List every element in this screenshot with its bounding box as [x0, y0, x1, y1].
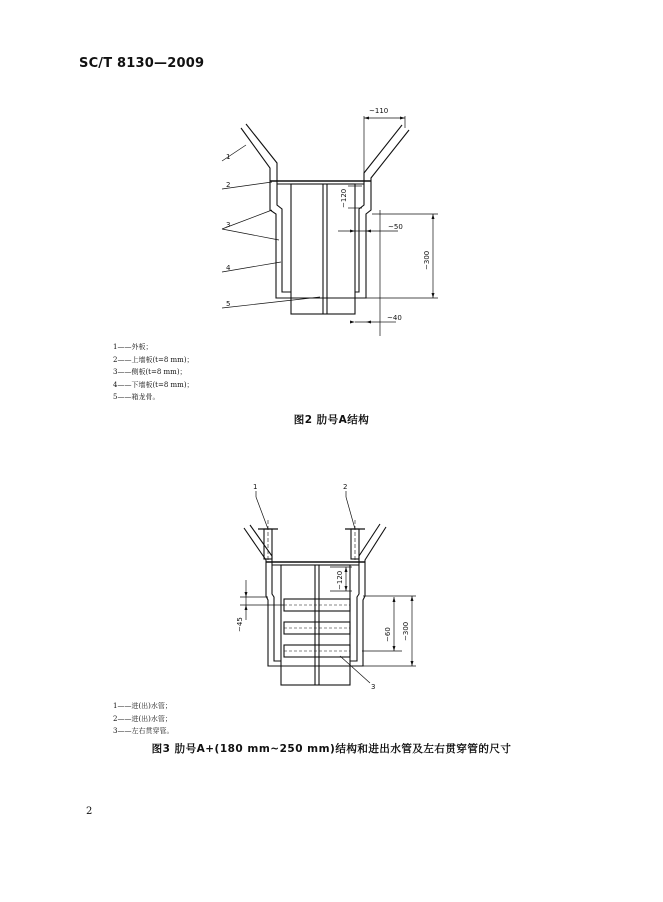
fig2-callout-3: 3: [226, 221, 231, 229]
fig2-callout-4: 4: [226, 264, 231, 272]
fig2-caption: 图2 肋号A结构: [293, 414, 370, 426]
fig3-legend: [113, 700, 173, 738]
fig3-dim-45: ~45: [236, 617, 244, 632]
fig2-dim-300: ~300: [423, 250, 431, 270]
fig3-dim-120: ~120: [336, 570, 344, 590]
standard-code-header: SC/T 8130—2009: [79, 56, 205, 71]
fig3-legend-item: 3——左右贯穿管。: [113, 727, 174, 735]
fig2-legend-item: 5——箱龙骨。: [113, 393, 160, 401]
fig2-legend: [113, 341, 194, 404]
fig3-caption: 图3 肋号A+(180 mm~250 mm)结构和进出水管及左右贯穿管的尺寸: [151, 743, 512, 755]
fig3-legend-item: 2——进(出)水管；: [113, 714, 172, 723]
fig2-legend-item: 3——侧板(t=8 mm)；: [113, 368, 187, 376]
fig3-callout-1: 1: [253, 483, 258, 491]
fig2-legend-item: 1——外板；: [113, 343, 153, 351]
fig2-callout-5: 5: [226, 300, 231, 308]
fig2-callout-2: 2: [226, 181, 231, 189]
fig3-dim-300: ~300: [402, 621, 410, 641]
fig2-callout-1: 1: [226, 153, 231, 161]
fig3-legend-item: 1——进(出)水管；: [113, 702, 172, 710]
fig2-dim-50: ~50: [388, 223, 403, 231]
fig3-dim-60: ~60: [384, 627, 392, 642]
fig3-callout-2: 2: [343, 483, 348, 491]
fig2-dim-40: ~40: [387, 314, 402, 322]
fig2-legend-item: 4——下墙板(t=8 mm)；: [113, 380, 194, 389]
fig3-callout-3: 3: [371, 683, 376, 691]
fig2-dim-110: ~110: [369, 107, 389, 115]
fig2-legend-item: 2——上墙板(t=8 mm)；: [113, 355, 194, 364]
fig2-dim-120: ~120: [340, 188, 348, 208]
page-number: 2: [86, 806, 93, 817]
